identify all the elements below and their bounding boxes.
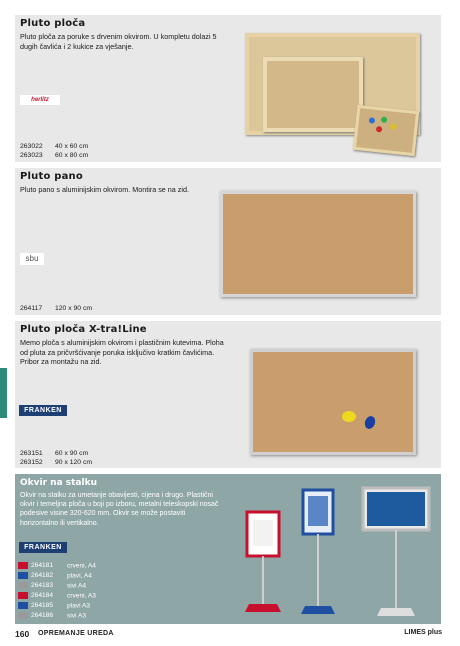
product-cork-pano (15, 168, 441, 315)
color-swatch (18, 592, 28, 599)
variant-label: crveni, A4 (67, 562, 96, 570)
variant-row (18, 562, 96, 571)
red-stand-image (245, 512, 281, 612)
page-number: 160 (15, 629, 30, 639)
product-code: 263023 (20, 152, 43, 159)
product-code: 264117 (20, 305, 43, 312)
variant-code: 264181 (31, 562, 54, 570)
product-code: 263151 (20, 450, 43, 457)
product-cork-board-wood (15, 15, 441, 162)
variant-code: 264186 (31, 612, 54, 620)
product-title: Pluto pano (20, 171, 83, 182)
variant-label: plavi, A4 (67, 572, 92, 580)
variant-code: 264182 (31, 572, 54, 580)
product-title: Okvir na stalku (20, 478, 97, 488)
product-description: Pluto ploča za poruke s drvenim okvirom. U kompletu dolazi 5 dugih čavlića i 2 kukice za vješanje. (20, 32, 217, 51)
color-swatch (18, 612, 28, 619)
footer-brand-logo: LIMES plus (404, 629, 442, 636)
variant-label: plavi A3 (67, 602, 91, 610)
product-codes (20, 449, 92, 467)
color-swatch (18, 582, 28, 589)
brand-logo-herlitz: herlitz (20, 95, 60, 105)
cork-board-small-image (263, 57, 363, 132)
variant-label: crveni, A3 (67, 592, 96, 600)
variant-code: 264184 (31, 592, 54, 600)
variant-code: 264183 (31, 582, 54, 590)
color-swatch (18, 562, 28, 569)
chapter-tab (0, 368, 7, 418)
brand-logo-franken: FRANKEN (19, 405, 67, 416)
brand-logo-franken: FRANKEN (19, 542, 67, 553)
product-size: 60 x 80 cm (55, 152, 89, 159)
variant-row (18, 612, 86, 621)
color-swatch (18, 572, 28, 579)
product-codes (20, 142, 88, 160)
frame-stand-illustration (215, 480, 435, 622)
variant-row (18, 572, 92, 581)
product-size: 90 x 120 cm (55, 459, 93, 466)
blue-magnet-icon (363, 415, 377, 431)
product-frame-stand (15, 474, 441, 624)
product-codes (20, 304, 92, 313)
color-swatch (18, 602, 28, 609)
cork-pano-image (220, 191, 416, 297)
variant-row (18, 602, 90, 611)
cork-xtraline-image (250, 349, 416, 455)
yellow-magnet-icon (342, 411, 356, 422)
brand-logo-sbu: sbu (20, 253, 44, 265)
variant-label: sivi A4 (67, 582, 87, 590)
product-size: 60 x 90 cm (55, 450, 89, 457)
grey-stand-image (363, 488, 429, 616)
product-description: Okvir na stalku za umetanje obavijesti, cijena i drugo. Plastični okvir i temeljna ploča u boji po izboru, metalni teleskopski nosač podesive visine 320-620 mm. Okvir se može postaviti horizontalno ili vertikalno. (20, 492, 219, 527)
variant-code: 264185 (31, 602, 54, 610)
product-title: Pluto ploča X-tra!Line (20, 324, 147, 335)
product-size: 40 x 60 cm (55, 143, 89, 150)
product-cork-xtraline (15, 321, 441, 468)
product-size: 120 x 90 cm (55, 305, 93, 312)
product-description: Memo ploča s aluminijskim okvirom i plastičnim kutevima. Ploha od pluta za pričvršćivanje poruka isključivo kratkim čavlićima. Pribor za montažu na zid. (20, 338, 224, 366)
product-title: Pluto ploča (20, 18, 86, 29)
blue-stand-image (301, 490, 335, 614)
product-code: 263022 (20, 143, 43, 150)
variant-row (18, 582, 86, 591)
cork-board-pins-image (353, 105, 419, 156)
product-description: Pluto pano s aluminijskim okvirom. Montira se na zid. (20, 185, 189, 194)
product-code: 263152 (20, 459, 43, 466)
variant-label: sivi A3 (67, 612, 87, 620)
variant-row (18, 592, 96, 601)
footer-section-title: OPREMANJE UREDA (38, 630, 114, 637)
